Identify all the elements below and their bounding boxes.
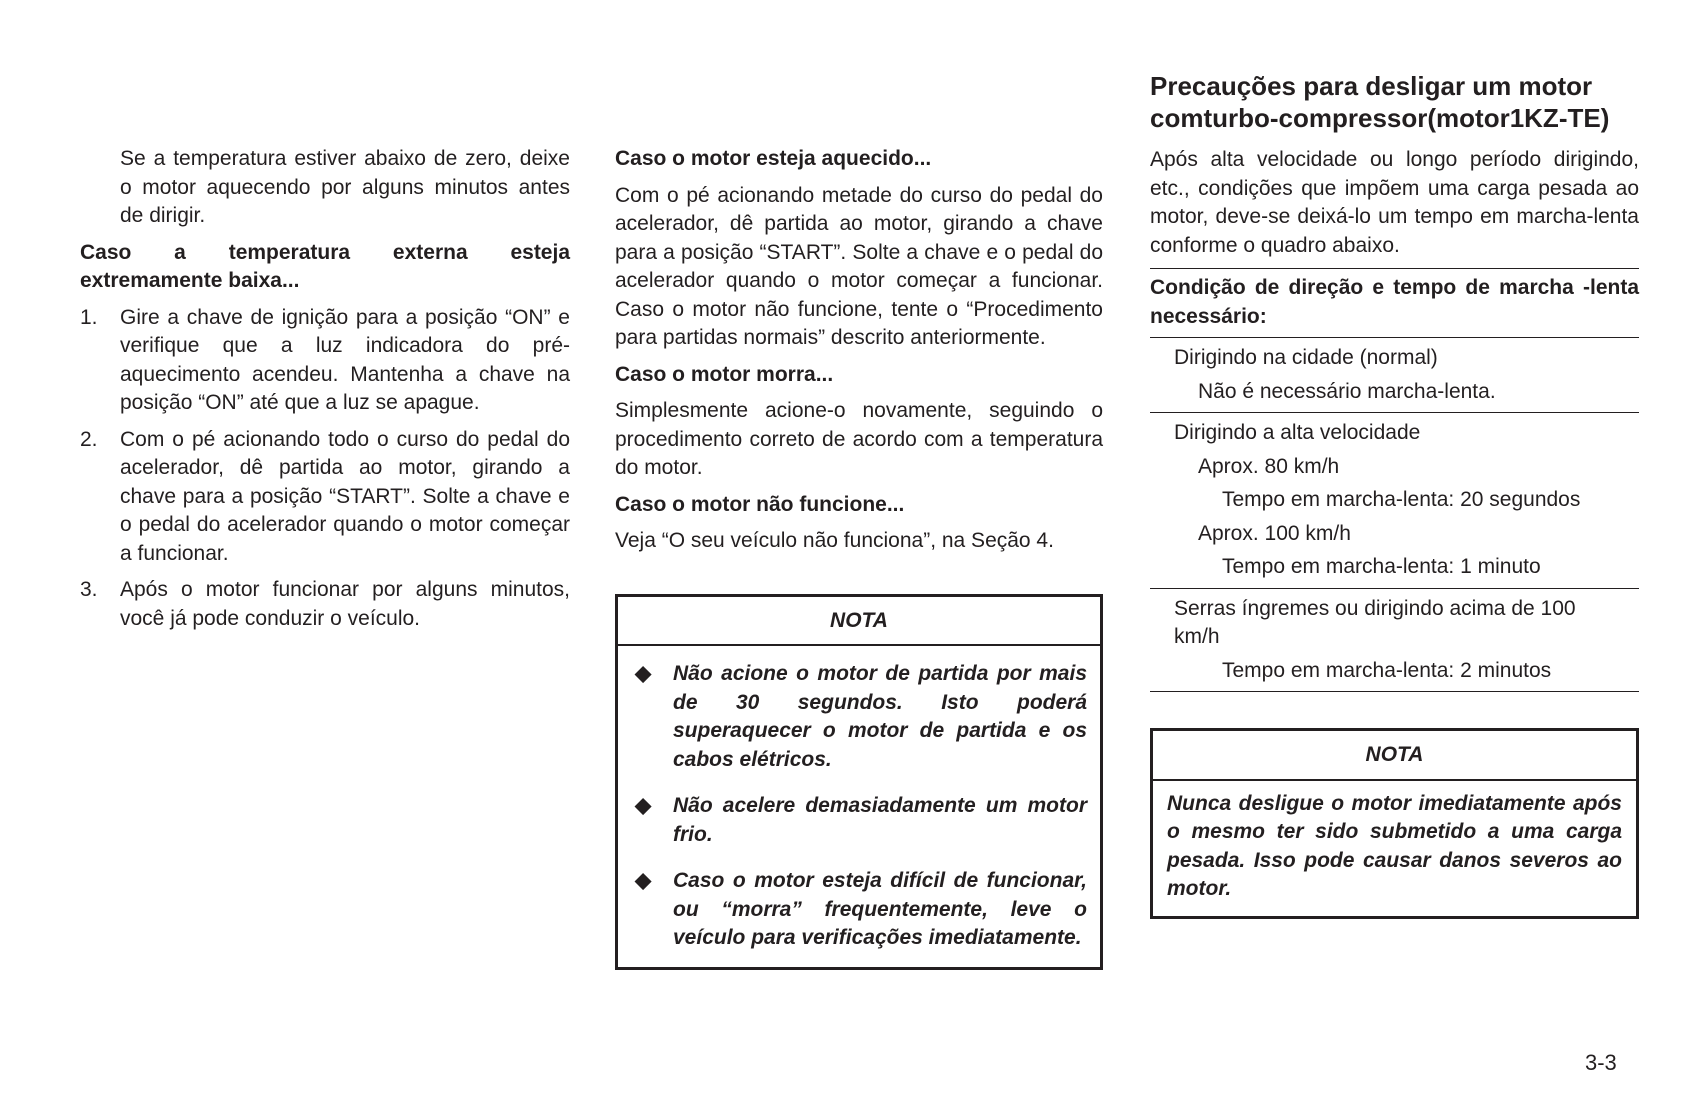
note-bullet-text: Não acelere demasiadamente um motor frio. [673,794,1087,846]
turbo-intro: Após alta velocidade ou longo período dirigindo, etc., condições que impõem uma carga pesada ao motor, deve-se deixá-lo um tempo em marcha-lenta conforme o quadro abaixo. [1150,148,1639,257]
intro-paragraph: Se a temperatura estiver abaixo de zero, deixe o motor aquecendo por alguns minutos antes de dirigir. [120,147,570,227]
row-speed: Aprox. 100 km/h [1198,521,1351,545]
idle-table-row [1150,589,1639,692]
idle-table-row [1150,338,1639,412]
list-item [80,426,570,569]
note-bullet-item [631,867,1087,953]
idle-table-heading: Condição de direção e tempo de marcha -lenta necessário: [1150,276,1639,328]
note-text: Nunca desligue o motor imediatamente após o mesmo ter sido submetido a uma carga pesada. Isso pode causar danos severos ao motor. [1167,791,1622,900]
note-bullet-item [631,660,1087,774]
list-text: Com o pé acionando todo o curso do pedal do acelerador, dê partida ao motor, girando a chave para a posição “START”. Solte a chave e o pedal do acelerador quando o motor começar a funcionar. [120,427,570,565]
section-heading-cold: Caso a temperatura externa esteja extremamente baixa... [80,240,570,292]
row-condition: Serras íngremes ou dirigindo acima de 100 km/h [1174,596,1576,648]
diamond-bullet-icon: ◆ [635,794,652,817]
diamond-bullet-icon: ◆ [635,869,652,892]
list-item [80,576,570,633]
section-heading-warm: Caso o motor esteja aquecido... [615,147,932,170]
note-box [1150,728,1639,919]
list-number: 3. [80,578,98,601]
section-title-turbo: Precauções para desligar um motor comturbo-compressor(motor1KZ-TE) [1150,71,1610,133]
idle-table-row [1150,413,1639,588]
row-idle-time: Tempo em marcha-lenta: 20 segundos [1222,488,1581,511]
section-heading-nostart: Caso o motor não funcione... [615,492,905,516]
list-number: 1. [80,305,98,329]
note-title: NOTA [1153,731,1636,781]
column-right [1150,70,1639,919]
list-text: Após o motor funcionar por alguns minutos, você já pode conduzir o veículo. [120,578,570,630]
column-middle [615,145,1103,970]
section-text-warm: Com o pé acionando metade do curso do pedal do acelerador, dê partida ao motor, girando a chave para a posição “START”. Solte a chave e o pedal do acelerador quando o motor começar a funcionar. Caso o motor não funcione, tente o “Procedimento para partidas normais” descrito anteriormente. [615,183,1103,349]
column-left [80,145,570,633]
note-body [618,646,1100,967]
list-number: 2. [80,427,98,451]
list-text: Gire a chave de ignição para a posição “ON” e verifique que a luz indicadora do pré-aquecimento acendeu. Mantenha a chave na posição “ON” até que a luz se apague. [120,305,570,414]
row-idle-time: Tempo em marcha-lenta: 1 minuto [1222,555,1541,578]
diamond-bullet-icon: ◆ [635,662,652,685]
note-bullet-text: Não acione o motor de partida por mais de 30 segundos. Isto poderá superaquecer o motor de partida e os cabos elétricos. [673,662,1087,771]
note-title: NOTA [618,597,1100,647]
section-text-nostart: Veja “O seu veículo não funciona”, na Seção 4. [615,529,1054,552]
note-box [615,594,1103,970]
list-item [80,304,570,418]
row-speed: Aprox. 80 km/h [1198,454,1340,478]
page-number: 3-3 [1585,1050,1617,1075]
row-condition: Dirigindo na cidade (normal) [1174,346,1438,369]
note-bullet-item [631,792,1087,849]
section-heading-stall: Caso o motor morra... [615,362,834,386]
section-text-stall: Simplesmente acione-o novamente, seguindo o procedimento correto de acordo com a temperatura do motor. [615,399,1103,479]
row-idle-time: Tempo em marcha-lenta: 2 minutos [1222,658,1552,682]
row-detail: Não é necessário marcha-lenta. [1198,379,1496,403]
note-bullet-text: Caso o motor esteja difícil de funcionar, ou “morra” frequentemente, leve o veículo para verificações imediatamente. [673,869,1087,949]
row-condition: Dirigindo a alta velocidade [1174,421,1421,444]
table-divider [1150,691,1639,692]
